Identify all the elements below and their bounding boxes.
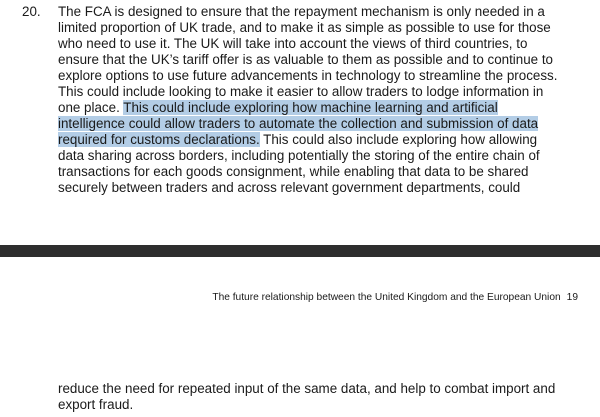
paragraph-line: reduce the need for repeated input of the same data, and help to combat import and bbox=[58, 381, 556, 396]
footer-title: The future relationship between the United Kingdom and the European Union bbox=[212, 292, 561, 303]
paragraph-line: securely between traders and across relevant government departments, could bbox=[58, 180, 521, 195]
paragraph-number: 20. bbox=[22, 4, 41, 19]
paragraph-line bbox=[58, 116, 588, 132]
paragraph-line: This could include looking to make it easier to allow traders to lodge information in bbox=[58, 84, 544, 99]
paragraph-line: ensure that the UK’s tariff offer is as valuable to them as possible and to continue to bbox=[58, 52, 554, 67]
paragraph-body bbox=[58, 4, 588, 196]
selected-text[interactable]: required for customs declarations. bbox=[58, 132, 260, 147]
selected-text[interactable]: This could include exploring how machine learning and artificial bbox=[123, 100, 498, 115]
paragraph-line bbox=[58, 132, 588, 148]
page-footer bbox=[0, 292, 578, 304]
paragraph-line: who need to use it. The UK will take into account the views of third countries, to bbox=[58, 36, 528, 51]
line-text: This could also include exploring how allowing bbox=[259, 132, 538, 147]
paragraph-line: The FCA is designed to ensure that the repayment mechanism is only needed in a bbox=[58, 4, 545, 19]
paragraph-line: explore options to use future advancements in technology to streamline the process. bbox=[58, 68, 558, 83]
line-text: one place. bbox=[58, 100, 124, 115]
continuation-text bbox=[58, 381, 588, 413]
paragraph-line bbox=[58, 100, 588, 116]
paragraph-line: data sharing across borders, including potentially the storing of the entire chain of bbox=[58, 148, 540, 163]
paragraph-line: limited proportion of UK trade, and to make it as simple as possible to use for those bbox=[58, 20, 551, 35]
page-number: 19 bbox=[566, 292, 578, 303]
paragraph-line: export fraud. bbox=[58, 397, 134, 412]
selected-text[interactable]: intelligence could allow traders to automate the collection and submission of data bbox=[58, 116, 539, 131]
page-separator bbox=[0, 245, 600, 257]
paragraph-line: transactions for each goods consignment, while enabling that data to be shared bbox=[58, 164, 529, 179]
